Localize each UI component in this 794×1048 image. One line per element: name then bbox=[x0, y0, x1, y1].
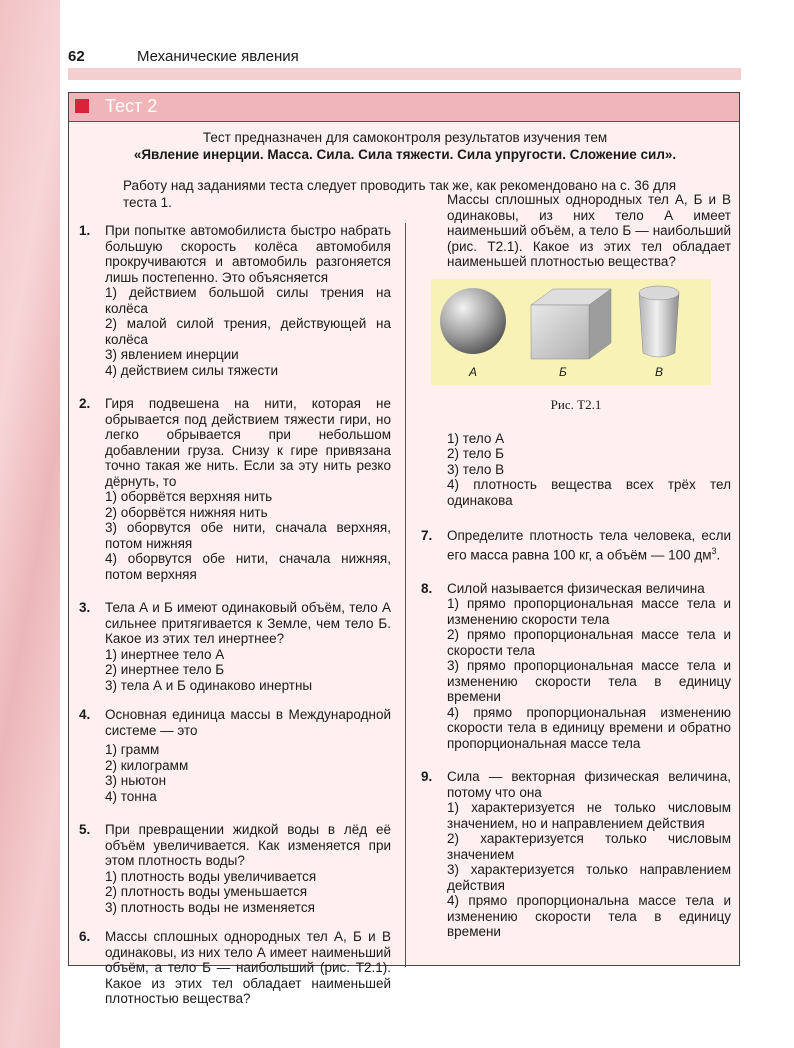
answer-option: 4) тонна bbox=[105, 788, 157, 804]
test-box bbox=[68, 92, 740, 1006]
question-6-continued bbox=[421, 192, 731, 508]
figure-t2-1 bbox=[431, 279, 711, 385]
answer-option: 1) действием большой силы трения на колёса bbox=[105, 285, 391, 316]
question-number: 9. bbox=[421, 769, 433, 784]
answer-option: 2) плотность воды уменьшается bbox=[105, 884, 308, 899]
cylinder-top bbox=[639, 286, 679, 300]
answer-option: 3) оборвутся обе нити, сначала верхняя, потом нижняя bbox=[105, 520, 391, 551]
question-1 bbox=[79, 223, 391, 378]
answer-option: 3) прямо пропорциональная массе тела и изменению скорости тела в единицу времени bbox=[447, 658, 731, 704]
answer-option: 2) тело Б bbox=[447, 446, 504, 461]
cylinder-body bbox=[639, 293, 679, 357]
answer-option: 1) инертнее тело А bbox=[105, 646, 225, 662]
answer-option: 1) плотность воды увеличивается bbox=[105, 868, 317, 884]
cube-front bbox=[531, 305, 589, 359]
question-text: Силой называется физическая величина bbox=[447, 580, 705, 596]
question-text: Гиря подвешена на нити, которая не обрывается под действием тяжести гири, но легко обрывается при небольшом добавлении груза. Снизу к гире привязана точно такая же нить. Если за эту нить резко дёрнуть, то bbox=[105, 396, 391, 489]
right-column bbox=[421, 192, 731, 954]
intro-instructions: Работу над заданиями теста следует проводить так же, как рекомендовано на с. 36 для теста 1. bbox=[123, 178, 677, 210]
test-title: Тест 2 bbox=[105, 96, 158, 116]
question-text: При превращении жидкой воды в лёд её объём увеличивается. Как изменяется при этом плотность воды? bbox=[105, 822, 391, 868]
question-8 bbox=[421, 581, 731, 752]
title-square-icon bbox=[75, 99, 89, 113]
answer-option: 1) прямо пропорциональная массе тела и изменению скорости тела bbox=[447, 596, 731, 627]
page-number: 62 bbox=[68, 48, 85, 65]
question-number: 5. bbox=[79, 822, 91, 837]
answer-option: 4) прямо пропорциональна массе тела и изменению скорости тела в единицу времени bbox=[447, 893, 731, 939]
answer-option: 1) оборвётся верхняя нить bbox=[105, 489, 273, 504]
answer-option: 2) характеризуется только числовым значением bbox=[447, 831, 731, 862]
figure-label-b: Б bbox=[559, 365, 567, 379]
figure-label-c: В bbox=[655, 365, 664, 379]
test-title-band bbox=[69, 93, 739, 122]
answer-option: 3) тело В bbox=[447, 461, 505, 477]
question-text: Основная единица массы в Международной системе — это bbox=[105, 707, 391, 738]
answer-option: 4) оборвутся обе нити, сначала нижняя, потом верхняя bbox=[105, 551, 391, 582]
answer-option: 4) прямо пропорциональная изменению скорости тела в единицу времени и обратно пропорциональная массе тела bbox=[447, 704, 731, 751]
question-9 bbox=[421, 769, 731, 940]
question-number: 8. bbox=[421, 580, 433, 596]
answer-option: 1) тело А bbox=[447, 430, 505, 446]
header-bar bbox=[68, 68, 741, 80]
decorative-margin-stripe bbox=[0, 0, 60, 1048]
left-column bbox=[79, 223, 391, 1006]
answer-option: 2) инертнее тело Б bbox=[105, 662, 225, 677]
question-number: 6. bbox=[79, 929, 91, 944]
question-number: 4. bbox=[79, 707, 91, 722]
answer-option: 3) плотность воды не изменяется bbox=[105, 899, 315, 915]
intro-line-1: Тест предназначен для самоконтроля результатов изучения тем bbox=[202, 130, 608, 145]
intro-topics: «Явление инерции. Масса. Сила. Сила тяжести. Сила упругости. Сложение сил». bbox=[133, 147, 677, 162]
figure-caption: Рис. Т2.1 bbox=[550, 397, 602, 412]
page-header bbox=[60, 44, 794, 84]
answer-option: 3) ньютон bbox=[105, 773, 167, 788]
question-number: 3. bbox=[79, 600, 91, 615]
question-text: При попытке автомобилиста быстро набрать большую скорость колёса автомобиля прокручиваются и автомобиль разгоняется лишь постепенно. Это объясняется bbox=[105, 223, 391, 285]
figure-label-a: А bbox=[469, 365, 478, 379]
question-text: Определите плотность тела человека, если его масса равна 100 кг, а объём — 100 $дм^3$. bbox=[447, 528, 731, 562]
question-text: Сила — векторная физическая величина, потому что она bbox=[447, 769, 731, 800]
answer-option: 2) оборвётся нижняя нить bbox=[105, 504, 268, 520]
answer-option: 4) действием силы тяжести bbox=[105, 362, 278, 378]
question-text-part-2: Массы сплошных однородных тел А, Б и В одинаковы, из них тело А имеет наименьший объём, а тело Б — наибольший (рис. Т2.1). Какое из этих тел обладает наименьшей плотностью вещества? bbox=[447, 192, 731, 269]
question-number: 1. bbox=[79, 223, 91, 238]
question-number: 2. bbox=[79, 396, 91, 411]
test-intro bbox=[99, 129, 711, 163]
answer-option: 1) грамм bbox=[105, 742, 160, 757]
answer-option: 3) тела А и Б одинаково инертны bbox=[105, 677, 313, 693]
column-divider bbox=[405, 223, 406, 967]
answer-option: 2) прямо пропорциональная массе тела и скорости тела bbox=[447, 627, 731, 658]
question-text-part-1: Массы сплошных однородных тел А, Б и В одинаковы, из них тело А имеет наименьший объём, а тело Б — наибольший (рис. Т2.1). Какое из этих тел обладает наименьшей плотностью вещества? bbox=[105, 929, 391, 1006]
question-3 bbox=[79, 600, 391, 693]
question-number: 7. bbox=[421, 528, 433, 543]
question-4 bbox=[79, 707, 391, 804]
sphere-shape bbox=[440, 288, 506, 354]
question-2 bbox=[79, 396, 391, 582]
section-title: Механические явления bbox=[137, 48, 299, 65]
answer-option: 4) плотность вещества всех трёх тел одинакова bbox=[447, 477, 731, 508]
answer-option: 3) явлением инерции bbox=[105, 347, 239, 362]
question-text: Тела А и Б имеют одинаковый объём, тело А сильнее притягивается к Земле, чем тело Б. Какое из этих тел инертнее? bbox=[105, 600, 391, 646]
question-7 bbox=[421, 528, 731, 563]
answer-option: 2) килограмм bbox=[105, 757, 189, 773]
question-6-start bbox=[79, 929, 391, 1006]
answer-option: 1) характеризуется не только числовым значением, но и направлением действия bbox=[447, 800, 731, 831]
question-5 bbox=[79, 822, 391, 915]
answer-option: 3) характеризуется только направлением действия bbox=[447, 862, 731, 893]
answer-option: 2) малой силой трения, действующей на колёса bbox=[105, 316, 391, 347]
